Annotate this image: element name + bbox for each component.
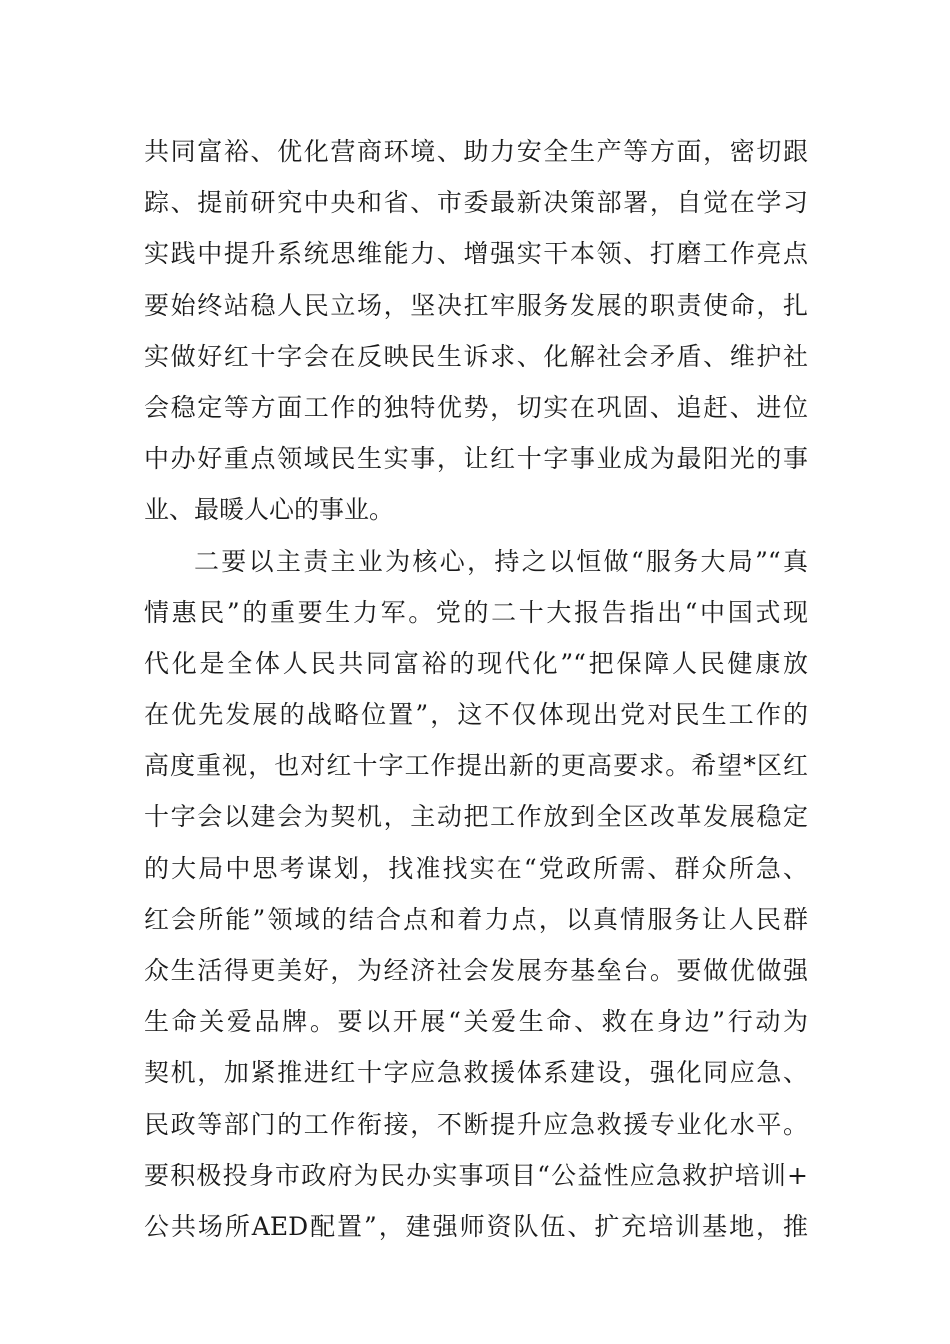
text-line: 代化是全体人民共同富裕的现代化”“把保障人民健康放 bbox=[144, 648, 808, 678]
paragraph-2 bbox=[144, 536, 808, 1253]
text-line: 高度重视，也对红十字工作提出新的更高要求。希望*区红 bbox=[144, 751, 808, 781]
text-line: 公共场所AED配置”，建强师资队伍、扩充培训基地，推 bbox=[144, 1211, 808, 1241]
text-line: 众生活得更美好，为经济社会发展夯基垒台。要做优做强 bbox=[144, 956, 808, 985]
text-line: 实践中提升系统思维能力、增强实干本领、打磨工作亮点 bbox=[144, 239, 808, 269]
text-line: 业、最暖人心的事业。 bbox=[144, 495, 395, 525]
text-line: 共同富裕、优化营商环境、助力安全生产等方面，密切跟 bbox=[144, 137, 808, 166]
document-body bbox=[144, 126, 808, 1252]
text-line: 要积极投身市政府为民办实事项目“公益性应急救护培训+ bbox=[144, 1160, 808, 1190]
text-line: 二要以主责主业为核心，持之以恒做“服务大局”“真 bbox=[194, 546, 808, 576]
text-line: 契机，加紧推进红十字应急救援体系建设，强化同应急、 bbox=[144, 1058, 808, 1088]
text-line: 生命关爱品牌。要以开展“关爱生命、救在身边”行动为 bbox=[144, 1007, 808, 1037]
text-line: 踪、提前研究中央和省、市委最新决策部署，自觉在学习 bbox=[144, 188, 808, 218]
text-line: 中办好重点领域民生实事，让红十字事业成为最阳光的事 bbox=[144, 444, 808, 474]
text-line: 要始终站稳人民立场，坚决扛牢服务发展的职责使命，扎 bbox=[144, 290, 808, 320]
text-line: 红会所能”领域的结合点和着力点，以真情服务让人民群 bbox=[144, 904, 808, 934]
text-line: 在优先发展的战略位置”，这不仅体现出党对民生工作的 bbox=[144, 700, 808, 730]
text-line: 民政等部门的工作衔接，不断提升应急救援专业化水平。 bbox=[144, 1109, 808, 1139]
text-line: 十字会以建会为契机，主动把工作放到全区改革发展稳定 bbox=[144, 802, 808, 832]
text-line: 会稳定等方面工作的独特优势，切实在巩固、追赶、进位 bbox=[144, 392, 808, 422]
text-line: 实做好红十字会在反映民生诉求、化解社会矛盾、维护社 bbox=[144, 341, 808, 371]
text-line: 情惠民”的重要生力军。党的二十大报告指出“中国式现 bbox=[144, 597, 808, 627]
paragraph-1 bbox=[144, 126, 808, 536]
text-line: 的大局中思考谋划，找准找实在“党政所需、群众所急、 bbox=[144, 853, 808, 883]
